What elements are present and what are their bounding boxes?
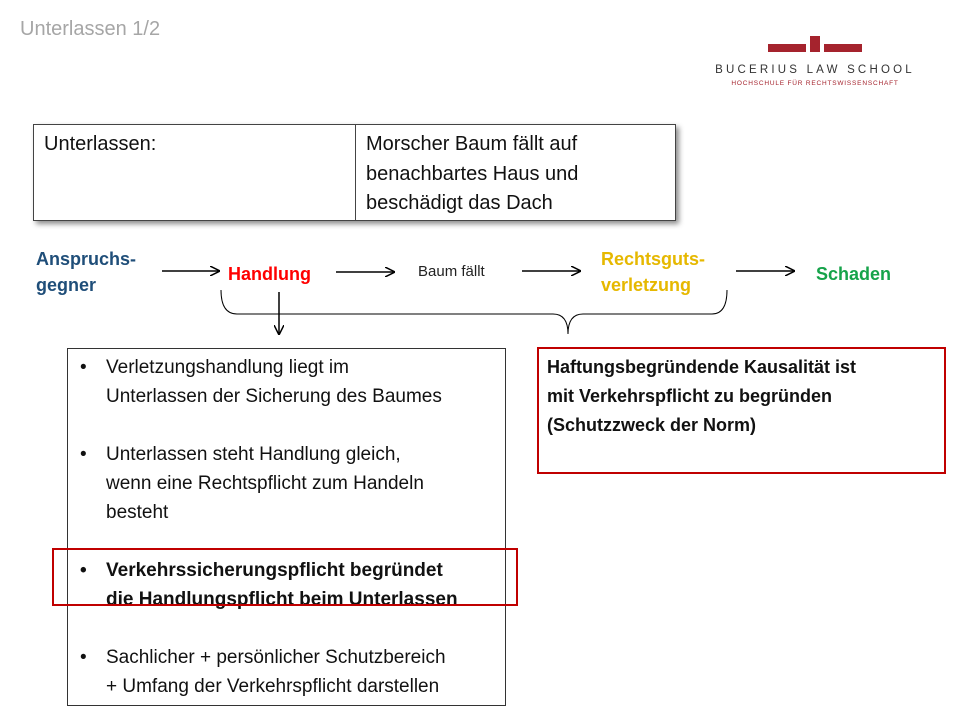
kausalitaet-box	[537, 347, 946, 474]
kausalitaet-line: mit Verkehrspflicht zu begründen	[547, 386, 833, 406]
bullet-box	[67, 348, 506, 706]
bullet-list	[76, 353, 499, 701]
flow-baum-faellt: Baum fällt	[418, 263, 485, 280]
case-line: Morscher Baum fällt auf	[366, 133, 578, 155]
bullet-line: die Handlungspflicht beim Unterlassen	[106, 589, 458, 610]
bullet-line: + Umfang der Verkehrspflicht darstellen	[106, 676, 440, 697]
flow-anspruchsgegner-line: Anspruchs-	[36, 249, 137, 269]
bullet-line: • Unterlassen steht Handlung gleich,	[106, 444, 401, 465]
flow-handlung: Handlung	[228, 264, 311, 284]
bullet-line: wenn eine Rechtspflicht zum Handeln	[106, 473, 424, 494]
bullet-line: • Sachlicher + persönlicher Schutzbereich	[106, 647, 446, 668]
bullet-line: • Verletzungshandlung liegt im	[106, 357, 349, 378]
flow-schaden: Schaden	[816, 264, 892, 284]
logo-name: BUCERIUS LAW SCHOOL	[715, 64, 915, 76]
logo-subtitle: HOCHSCHULE FÜR RECHTSWISSENSCHAFT	[731, 80, 899, 87]
bullet-item	[76, 353, 499, 411]
bullet-item	[76, 643, 499, 701]
flow-rechtsguts-line: Rechtsguts-	[601, 249, 706, 269]
case-line: beschädigt das Dach	[366, 192, 553, 214]
flow-rechtsguts-line: verletzung	[601, 275, 692, 295]
highlight-frame	[52, 548, 518, 606]
kausalitaet-line: (Schutzzweck der Norm)	[547, 415, 757, 435]
case-label: Unterlassen:	[34, 125, 356, 220]
bullet-line: • Verkehrssicherungspflicht begründet	[106, 560, 443, 581]
case-line: benachbartes Haus und	[366, 162, 579, 185]
bullet-item	[76, 440, 499, 527]
flow-anspruchsgegner-line: gegner	[36, 275, 97, 295]
slide-title: Unterlassen 1/2	[20, 18, 161, 40]
bullet-line: besteht	[106, 502, 169, 523]
bullet-line: Unterlassen der Sicherung des Baumes	[106, 386, 442, 407]
kausalitaet-line: Haftungsbegründende Kausalität ist	[547, 357, 857, 377]
curly-brace-icon	[221, 290, 727, 334]
